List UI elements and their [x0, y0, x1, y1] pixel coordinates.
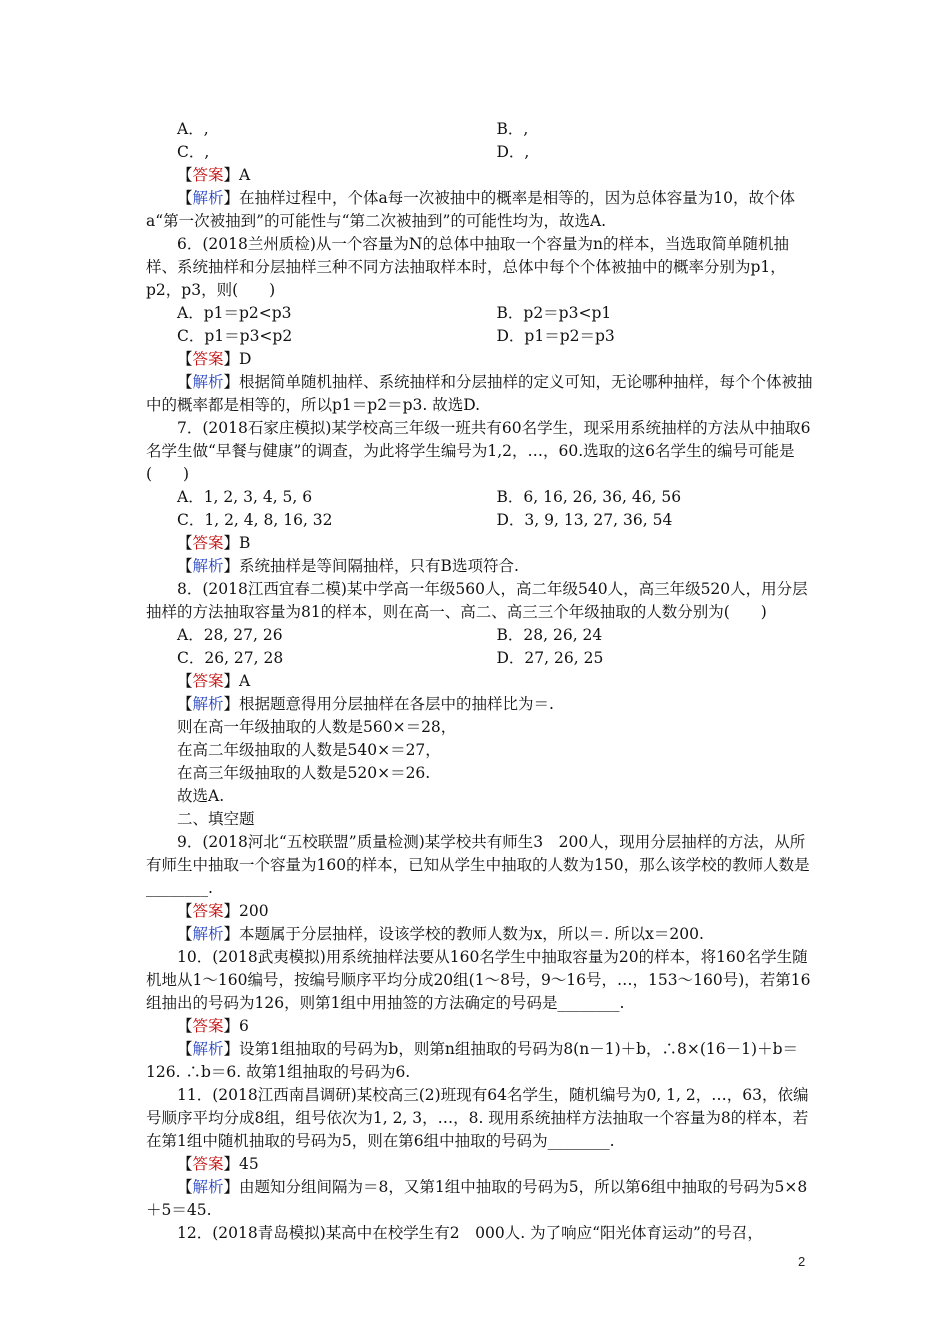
q6-option-b: B．p2＝p3<p1: [496, 304, 612, 322]
q9-answer: 【答案】200: [177, 902, 269, 920]
q12-stem: 12．(2018青岛模拟)某高中在校学生有2 000人. 为了响应“阳光体育运动”的号召，: [177, 1224, 763, 1242]
q6-stem: 6．(2018兰州质检)从一个容量为N的总体中抽取一个容量为n的样本，当选取简单随机抽样、系统抽样和分层抽样三种不同方法抽取样本时，总体中每个个体被抽中的概率分别为p1，p2，p3，则( ): [146, 235, 789, 299]
q11-stem: 11．(2018江西南昌调研)某校高三(2)班现有64名学生，随机编号为0, 1, 2，…，63，依编号顺序平均分成8组，组号依次为1, 2, 3，…，8. 现用系统抽样方法抽取一个容量为8的样本，若在第1组中随机抽取的号码为5，则在第6组中抽取的号码为________.: [146, 1086, 809, 1150]
q5-option-c: C．,: [177, 143, 210, 161]
q7-option-d: D．3, 9, 13, 27, 36, 54: [496, 511, 673, 529]
q9-analysis: 【解析】本题属于分层抽样，设该学校的教师人数为x，所以＝. 所以x＝200.: [177, 925, 704, 943]
q7-option-c: C．1, 2, 4, 8, 16, 32: [177, 511, 333, 529]
q7-option-a: A．1, 2, 3, 4, 5, 6: [177, 488, 313, 506]
q7-analysis: 【解析】系统抽样是等间隔抽样，只有B选项符合.: [177, 557, 519, 575]
page-number: 2: [798, 1254, 806, 1269]
section-heading: 二、填空题: [177, 810, 255, 828]
q5-option-a: A．,: [177, 120, 209, 138]
q8-stem: 8．(2018江西宜春二模)某中学高一年级560人，高二年级540人，高三年级520人，用分层抽样的方法抽取容量为81的样本，则在高一、高二、高三三个年级抽取的人数分别为( ): [146, 580, 808, 621]
page-content: [146, 118, 816, 1245]
q8-answer: 【答案】A: [177, 672, 251, 690]
q11-answer: 【答案】45: [177, 1155, 259, 1173]
q7-option-b: B．6, 16, 26, 36, 46, 56: [496, 488, 682, 506]
q8-analysis-line-3: 在高三年级抽取的人数是520×＝26.: [177, 764, 431, 782]
q6-option-d: D．p1＝p2＝p3: [496, 327, 615, 345]
q7-options-row-2: [146, 509, 816, 532]
q6-options-row-2: [146, 325, 816, 348]
q5-analysis: 【解析】在抽样过程中，个体a每一次被抽中的概率是相等的，因为总体容量为10，故个体a“第一次被抽到”的可能性与“第二次被抽到”的可能性均为，故选A.: [146, 189, 796, 230]
q8-option-c: C．26, 27, 28: [177, 649, 284, 667]
q6-option-a: A．p1＝p2<p3: [177, 304, 292, 322]
q8-options-row-1: [146, 624, 816, 647]
q5-option-b: B．,: [496, 120, 529, 138]
q8-analysis: 【解析】根据题意得用分层抽样在各层中的抽样比为＝.: [177, 695, 554, 713]
q8-analysis-line-2: 在高二年级抽取的人数是540×＝27，: [177, 741, 441, 759]
q5-options-row-1: [146, 118, 816, 141]
q8-option-a: A．28, 27, 26: [177, 626, 283, 644]
q6-answer: 【答案】D: [177, 350, 252, 368]
q5-options-row-2: [146, 141, 816, 164]
q11-analysis: 【解析】由题知分组间隔为＝8，又第1组中抽取的号码为5，所以第6组中抽取的号码为5×8＋5＝45.: [146, 1178, 808, 1219]
q9-stem: 9．(2018河北“五校联盟”质量检测)某学校共有师生3 200人，现用分层抽样的方法，从所有师生中抽取一个容量为160的样本，已知从学生中抽取的人数为150，那么该学校的教师人数是________.: [146, 833, 810, 897]
q8-options-row-2: [146, 647, 816, 670]
q8-analysis-line-1: 则在高一年级抽取的人数是560×＝28，: [177, 718, 457, 736]
q7-stem: 7．(2018石家庄模拟)某学校高三年级一班共有60名学生，现采用系统抽样的方法从中抽取6名学生做“早餐与健康”的调查，为此将学生编号为1,2，…，60.选取的这6名学生的编号可能是( ): [146, 419, 811, 483]
q8-option-d: D．27, 26, 25: [496, 649, 604, 667]
q6-options-row-1: [146, 302, 816, 325]
q5-answer: 【答案】A: [177, 166, 251, 184]
q7-options-row-1: [146, 486, 816, 509]
q10-stem: 10．(2018武夷模拟)用系统抽样法要从160名学生中抽取容量为20的样本，将160名学生随机地从1～160编号，按编号顺序平均分成20组(1～8号，9～16号，…，153～160号)，若第16组抽出的号码为126，则第1组中用抽签的方法确定的号码是________.: [146, 948, 811, 1012]
q5-option-d: D．,: [496, 143, 530, 161]
q6-option-c: C．p1＝p3<p2: [177, 327, 293, 345]
q6-analysis: 【解析】根据简单随机抽样、系统抽样和分层抽样的定义可知，无论哪种抽样，每个个体被抽中的概率都是相等的，所以p1＝p2＝p3. 故选D.: [146, 373, 813, 414]
q7-answer: 【答案】B: [177, 534, 251, 552]
q8-option-b: B．28, 26, 24: [496, 626, 603, 644]
q10-analysis: 【解析】设第1组抽取的号码为b，则第n组抽取的号码为8(n－1)＋b，∴8×(16－1)＋b＝126. ∴b＝6. 故第1组抽取的号码为6.: [146, 1040, 798, 1081]
q10-answer: 【答案】6: [177, 1017, 249, 1035]
q8-analysis-line-4: 故选A.: [177, 787, 225, 805]
